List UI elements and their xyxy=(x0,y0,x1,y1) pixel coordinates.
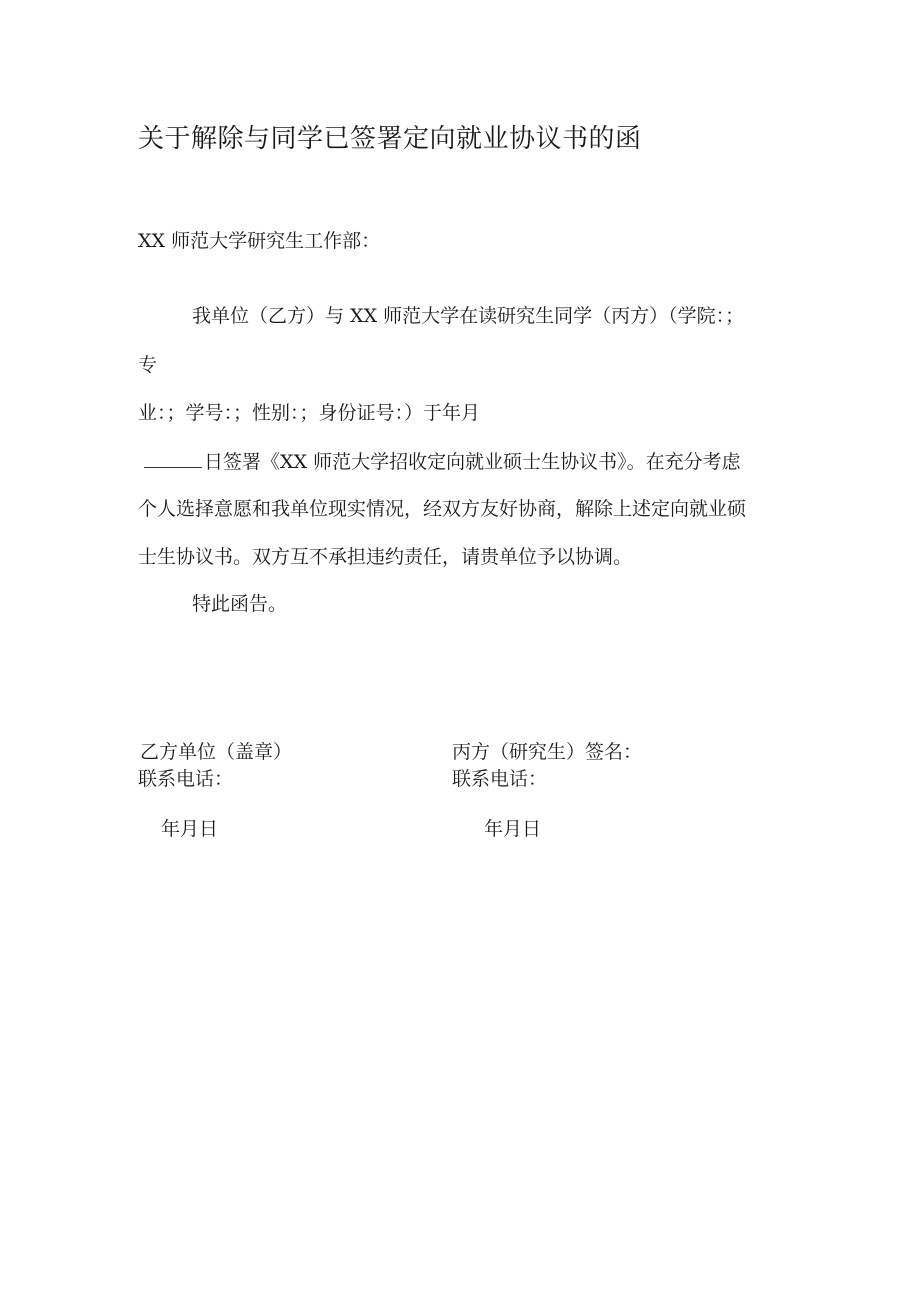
date-blank-underline xyxy=(144,451,202,468)
body-line-1: 我单位（乙方）与 XX 师范大学在读研究生同学（丙方）（学院：； xyxy=(192,305,745,327)
body-line-5: 个人选择意愿和我单位现实情况，经双方友好协商，解除上述定向就业硕 xyxy=(138,498,747,520)
body-line-3: 业：；学号：；性别：；身份证号：）于年月 xyxy=(138,402,481,424)
party-b-phone-label: 联系电话： xyxy=(138,768,234,790)
party-b-date-label: 年月日 xyxy=(161,818,219,840)
body-line-2: 专 xyxy=(138,354,158,376)
addressee: XX 师范大学研究生工作部： xyxy=(138,230,381,252)
body-line-4: 日签署《XX 师范大学招收定向就业硕士生协议书》。在充分考虑 xyxy=(204,451,741,473)
closing-line: 特此函告。 xyxy=(192,593,288,615)
document-title: 关于解除与同学已签署定向就业协议书的函 xyxy=(138,124,642,154)
party-c-date-label: 年月日 xyxy=(484,818,542,840)
party-b-unit-label: 乙方单位（盖章） xyxy=(140,741,293,763)
party-c-phone-label: 联系电话： xyxy=(452,768,548,790)
body-line-4-wrapper xyxy=(144,450,741,474)
body-line-6: 士生协议书。双方互不承担违约责任，请贵单位予以协调。 xyxy=(138,546,633,568)
party-c-sign-label: 丙方（研究生）签名： xyxy=(452,741,643,763)
